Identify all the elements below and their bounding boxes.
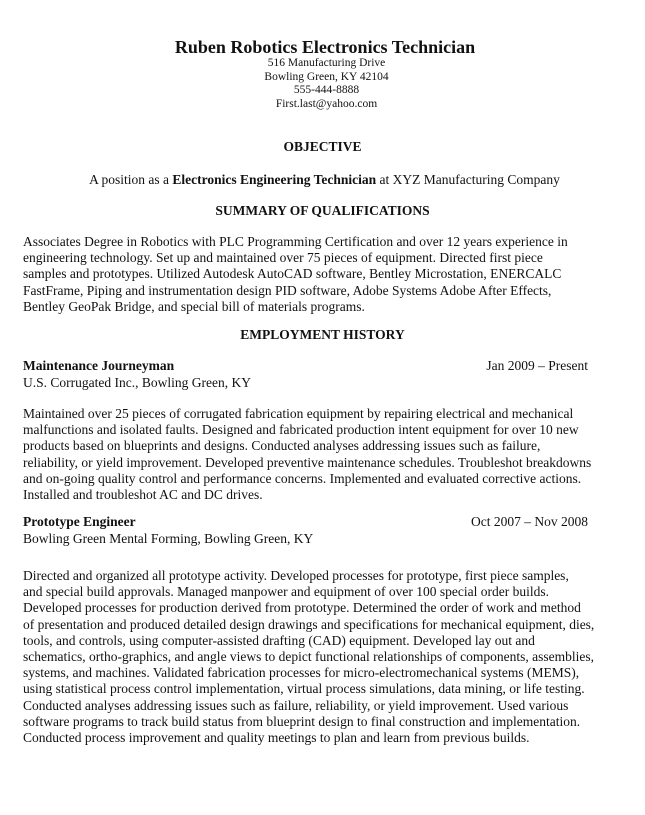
job-description-line: software programs to track build status from blueprint design to final construction and implementation. — [23, 713, 581, 729]
job-dates: Oct 2007 – Nov 2008 — [471, 514, 588, 529]
phone-number: 555-444-8888 — [293, 84, 360, 97]
job-description — [23, 406, 623, 503]
summary-line: FastFrame, Piping and instrumentation design PID software, Adobe Systems Adobe After Effects, — [23, 282, 552, 298]
address-line-2: Bowling Green, KY 42104 — [264, 70, 389, 83]
job-header — [23, 514, 588, 547]
employment-heading: EMPLOYMENT HISTORY — [240, 327, 405, 342]
summary-paragraph — [23, 234, 623, 315]
job-description-line: Conducted process improvement and quality meetings to plan and learn from previous builds. — [23, 730, 530, 746]
summary-heading: SUMMARY OF QUALIFICATIONS — [215, 203, 430, 218]
contact-block — [8, 57, 645, 112]
summary-line: Bentley GeoPak Bridge, and special bill of materials programs. — [23, 298, 365, 314]
summary-line: engineering technology. Set up and maintained over 75 pieces of equipment. Directed first piece — [23, 250, 543, 266]
job-description-line: of presentation and produced detailed design drawings and specifications for mechanical equipment, dies, — [23, 616, 595, 632]
objective-text-end: at XYZ Manufacturing Company — [376, 172, 560, 187]
objective-target-role: Electronics Engineering Technician — [172, 172, 377, 187]
job-description-line: Conducted analyses addressing issues such as failure, reliability, or yield improvement. Used various — [23, 697, 569, 713]
email-address: First.last@yahoo.com — [275, 98, 378, 111]
summary-line: Associates Degree in Robotics with PLC Programming Certification and over 12 years experience in — [23, 234, 568, 249]
job-title: Prototype Engineer — [23, 514, 136, 529]
job-description-line: and on-going quality control and performance concerns. Implemented and evaluated corrective actions. — [23, 470, 582, 486]
job-description-line: tools, and controls, using computer-assisted drafting (CAD) equipment. Developed lay out and — [23, 632, 535, 648]
objective-text — [0, 171, 645, 188]
job-description-line: using statistical process control implementation, virtual process simulations, data mining, or life testing. — [23, 681, 585, 697]
job-description-line: reliability, or yield improvement. Developed preventive maintenance schedules. Troubleshot breakdowns — [23, 454, 592, 470]
job-description-line: Installed and troubleshot AC and DC drives. — [23, 487, 263, 503]
job-header — [23, 358, 588, 391]
objective-heading: OBJECTIVE — [283, 139, 362, 154]
job-dates: Jan 2009 – Present — [486, 358, 588, 373]
job-description-line: and special build approvals. Managed manpower and equipment of over 100 special order builds. — [23, 584, 549, 600]
job-description-line: malfunctions and isolated faults. Designed and fabricated production intent equipment for over 10 new — [23, 422, 579, 438]
job-description — [23, 568, 623, 746]
job-description-line: Directed and organized all prototype activity. Developed processes for prototype, first piece samples, — [23, 568, 569, 583]
job-description-line: Maintained over 25 pieces of corrugated fabrication equipment by repairing electrical and mechanical — [23, 406, 574, 421]
applicant-name: Ruben Robotics Electronics Technician — [174, 37, 476, 57]
job-company: Bowling Green Mental Forming, Bowling Green, KY — [23, 530, 314, 546]
job-company: U.S. Corrugated Inc., Bowling Green, KY — [23, 374, 251, 390]
job-description-line: systems, and machines. Validated fabrication processes for micro-electromechanical systems (MEMS), — [23, 665, 580, 681]
job-description-line: schematics, ortho-graphics, and angle views to depict functional relationships of components, assemblies, — [23, 649, 594, 665]
resume-header — [0, 37, 645, 112]
address-line-1: 516 Manufacturing Drive — [267, 57, 386, 69]
job-description-line: Developed processes for production derived from prototype. Determined the order of work and method — [23, 600, 581, 616]
job-title: Maintenance Journeyman — [23, 358, 175, 373]
job-description-line: products based on blueprints and designs. Conducted analyses addressing issues such as failure, — [23, 438, 541, 454]
summary-line: samples and prototypes. Utilized Autodesk AutoCAD software, Bentley Microstation, ENERCALC — [23, 266, 562, 282]
objective-text-start: A position as a — [89, 172, 173, 187]
